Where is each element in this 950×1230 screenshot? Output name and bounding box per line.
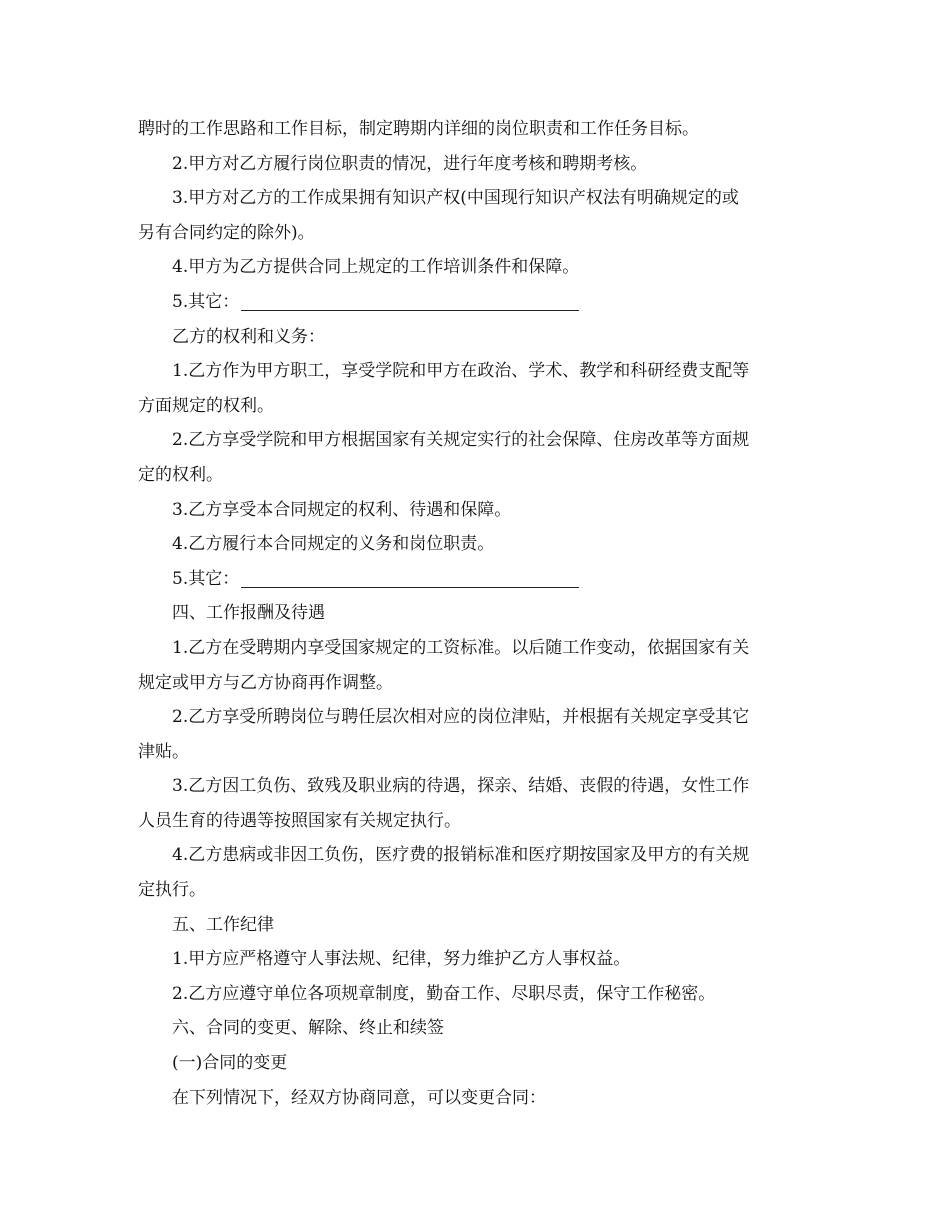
paragraph-line: 3.甲方对乙方的工作成果拥有知识产权(中国现行知识产权法有明确规定的或 bbox=[172, 188, 739, 209]
paragraph-line: 方面规定的权利。 bbox=[138, 395, 274, 416]
paragraph-line: 4.乙方履行本合同规定的义务和岗位职责。 bbox=[172, 534, 495, 555]
section-heading: 四、工作报酬及待遇 bbox=[172, 603, 325, 624]
fill-in-blank bbox=[241, 290, 579, 311]
paragraph-line: 2.乙方享受学院和甲方根据国家有关规定实行的社会保障、住房改革等方面规 bbox=[172, 430, 750, 451]
paragraph-line: 3.乙方因工负伤、致残及职业病的待遇，探亲、结婚、丧假的待遇，女性工作 bbox=[172, 776, 750, 797]
paragraph-line: 津贴。 bbox=[138, 741, 189, 762]
fill-in-blank bbox=[241, 567, 579, 588]
other-item-line bbox=[138, 562, 814, 597]
paragraph-line: 1.甲方应严格遵守人事法规、纪律，努力维护乙方人事权益。 bbox=[172, 949, 631, 970]
subsection-heading: (一)合同的变更 bbox=[172, 1053, 288, 1074]
paragraph-line: 2.乙方享受所聘岗位与聘任层次相对应的岗位津贴，并根据有关规定享受其它 bbox=[172, 707, 750, 728]
paragraph-line: 1.乙方在受聘期内享受国家规定的工资标准。以后随工作变动，依据国家有关 bbox=[172, 637, 750, 658]
document-body bbox=[138, 112, 814, 1115]
paragraph-line: 在下列情况下，经双方协商同意，可以变更合同： bbox=[172, 1087, 546, 1108]
section-heading: 六、合同的变更、解除、终止和续签 bbox=[172, 1018, 444, 1039]
paragraph-line: 3.乙方享受本合同规定的权利、待遇和保障。 bbox=[172, 499, 512, 520]
section-heading: 乙方的权利和义务： bbox=[172, 326, 325, 347]
paragraph-line: 4.甲方为乙方提供合同上规定的工作培训条件和保障。 bbox=[172, 257, 580, 278]
paragraph-line: 聘时的工作思路和工作目标，制定聘期内详细的岗位职责和工作任务目标。 bbox=[138, 119, 699, 139]
paragraph-line: 定执行。 bbox=[138, 880, 206, 901]
paragraph-line: 另有合同约定的除外)。 bbox=[138, 222, 315, 243]
paragraph-line: 规定或甲方与乙方协商再作调整。 bbox=[138, 672, 393, 693]
other-item-line bbox=[138, 285, 814, 320]
paragraph-line: 定的权利。 bbox=[138, 464, 223, 485]
section-heading: 五、工作纪律 bbox=[172, 914, 274, 935]
other-item-label: 5.其它： bbox=[172, 568, 240, 589]
paragraph-line: 1.乙方作为甲方职工，享受学院和甲方在政治、学术、教学和科研经费支配等 bbox=[172, 361, 750, 382]
paragraph-line: 2.甲方对乙方履行岗位职责的情况，进行年度考核和聘期考核。 bbox=[172, 153, 648, 174]
paragraph-line: 2.乙方应遵守单位各项规章制度，勤奋工作、尽职尽责，保守工作秘密。 bbox=[172, 983, 716, 1004]
other-item-label: 5.其它： bbox=[172, 291, 240, 312]
paragraph-line: 4.乙方患病或非因工负伤，医疗费的报销标准和医疗期按国家及甲方的有关规 bbox=[172, 845, 750, 866]
paragraph-line: 人员生育的待遇等按照国家有关规定执行。 bbox=[138, 810, 461, 831]
